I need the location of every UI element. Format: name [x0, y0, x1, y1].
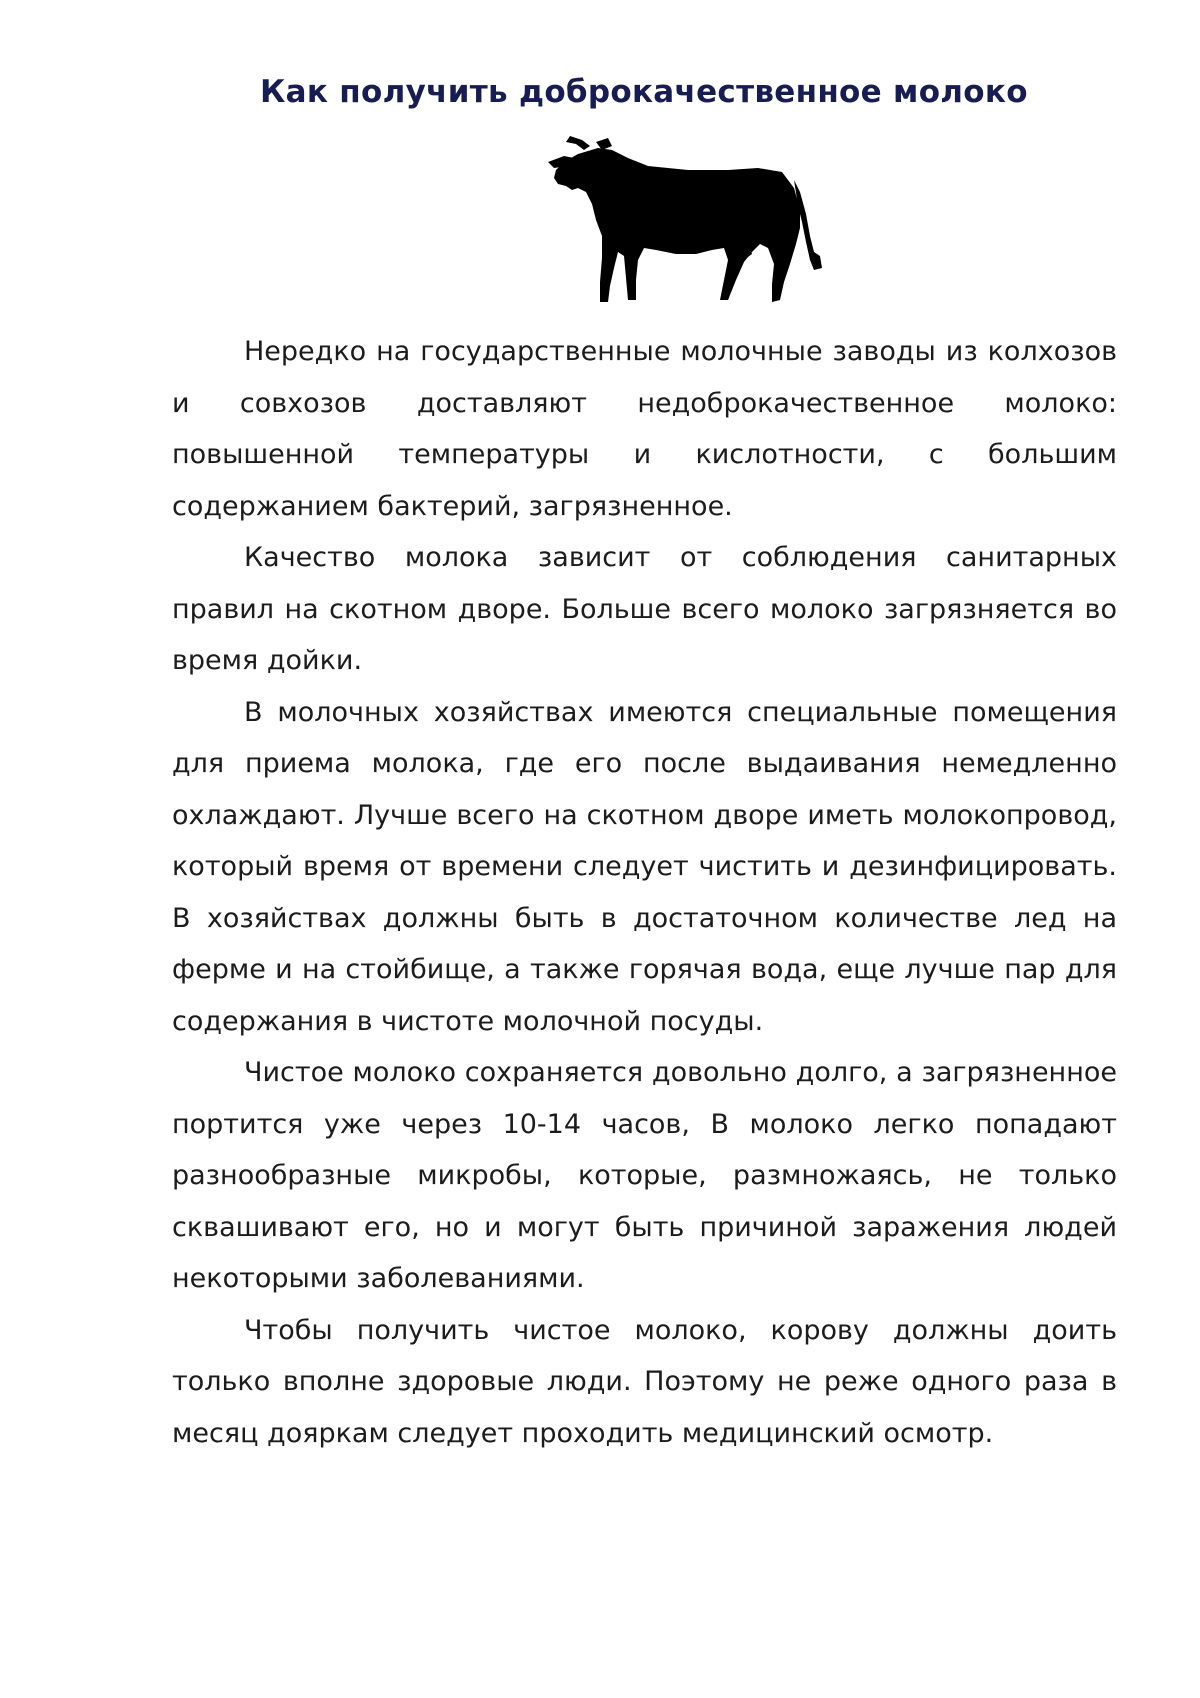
paragraph-5: Чтобы получить чистое молоко, корову должны доить только вполне здоровые люди. Поэтому не реже одного раза в месяц дояркам следует проходить медицинский осмотр.	[172, 1314, 1117, 1449]
paragraph-3: В молочных хозяйствах имеются специальные помещения для приема молока, где его после выдаивания немедленно охлаждают. Лучше всего на скотном дворе иметь молокопровод, который время от времени следует чистить и дезинфицировать. В хозяйствах должны быть в достаточном количестве лед на ферме и на стойбище, а также горячая вода, еще лучше пар для содержания в чистоте молочной посуды.	[172, 696, 1117, 1037]
cow-silhouette-icon	[548, 132, 824, 310]
paragraph-1: Нередко на государственные молочные заводы из колхозов и совхозов доставляют недоброкачественное молоко: повышенной температуры и кислотности, с большим содержанием бактерий, загрязненное.	[172, 336, 1117, 522]
body-text	[172, 326, 1117, 1459]
page-title: Как получить доброкачественное молоко	[260, 74, 1028, 110]
paragraph-4: Чистое молоко сохраняется довольно долго, а загрязненное портится уже через 10-14 часов, В молоко легко попадают разнообразные микробы, которые, размножаясь, не только сквашивают его, но и могут быть причиной заражения людей некоторыми заболеваниями.	[172, 1057, 1117, 1294]
paragraph-2: Качество молока зависит от соблюдения санитарных правил на скотном дворе. Больше всего молоко загрязняется во время дойки.	[172, 542, 1117, 676]
